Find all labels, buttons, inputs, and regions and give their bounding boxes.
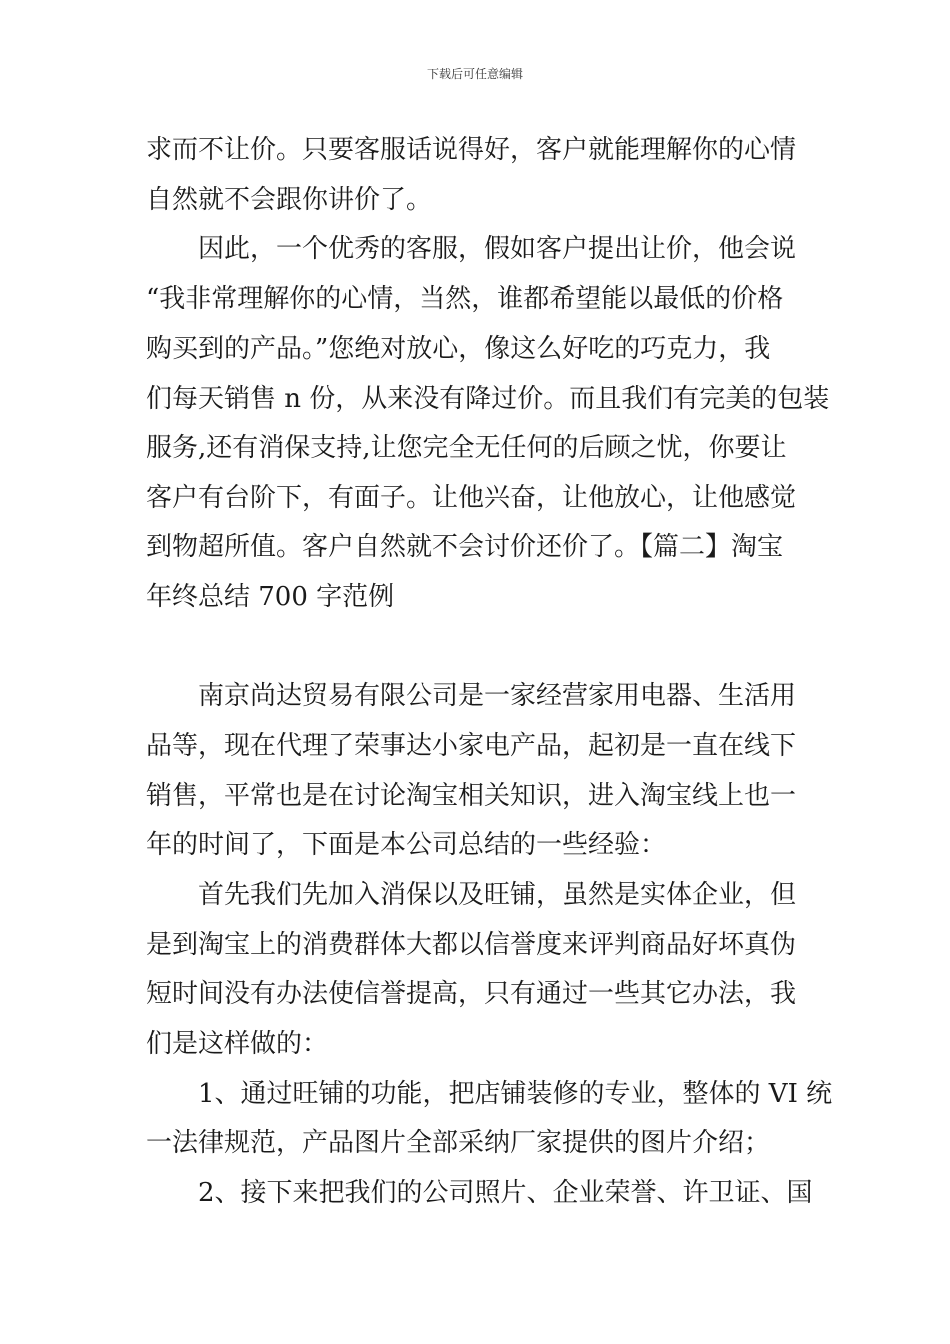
paragraph-first-line: 南京尚达贸易有限公司是一家经营家用电器、生活用 <box>198 681 797 711</box>
body-text-line: “我非常理解你的心情，当然，谁都希望能以最低的价格 <box>146 284 784 314</box>
body-text-line: 们是这样做的： <box>146 1029 329 1059</box>
page-header: 下载后可任意编辑 <box>426 67 523 81</box>
body-text-line: 购买到的产品。”您绝对放心，像这么好吃的巧克力，我 <box>146 334 771 364</box>
list-item-line: 2、接下来把我们的公司照片、企业荣誉、许卫证、国 <box>198 1178 813 1208</box>
body-text-line: 年的时间了，下面是本公司总结的一些经验： <box>146 830 667 860</box>
list-item-line: 1、通过旺铺的功能，把店铺装修的专业，整体的 VI 统 <box>198 1079 833 1109</box>
body-text-line: 销售，平常也是在讨论淘宝相关知识，进入淘宝线上也一 <box>146 781 797 811</box>
body-text-line: 是到淘宝上的消费群体大都以信誉度来评判商品好坏真伪 <box>146 930 797 960</box>
body-text-line: 服务,还有消保支持,让您完全无任何的后顾之忧，你要让 <box>146 433 787 463</box>
body-text-line: 短时间没有办法使信誉提高，只有通过一些其它办法，我 <box>146 979 797 1009</box>
body-text-line: 求而不让价。只要客服话说得好，客户就能理解你的心情 <box>146 135 797 165</box>
body-text-line: 自然就不会跟你讲价了。 <box>146 185 433 215</box>
body-text-line: 到物超所值。客户自然就不会讨价还价了。【篇二】淘宝 <box>146 532 784 562</box>
body-text-line: 品等，现在代理了荣事达小家电产品，起初是一直在线下 <box>146 731 797 761</box>
section-title-line: 年终总结 700 字范例 <box>146 582 395 612</box>
body-text-line: 们每天销售 n 份，从来没有降过价。而且我们有完美的包装 <box>146 384 830 414</box>
body-text-line: 客户有台阶下，有面子。让他兴奋，让他放心，让他感觉 <box>146 483 797 513</box>
body-text-line: 一法律规范，产品图片全部采纳厂家提供的图片介绍； <box>146 1128 771 1158</box>
paragraph-first-line: 因此，一个优秀的客服，假如客户提出让价，他会说 <box>198 234 797 264</box>
paragraph-first-line: 首先我们先加入消保以及旺铺，虽然是实体企业，但 <box>198 880 797 910</box>
